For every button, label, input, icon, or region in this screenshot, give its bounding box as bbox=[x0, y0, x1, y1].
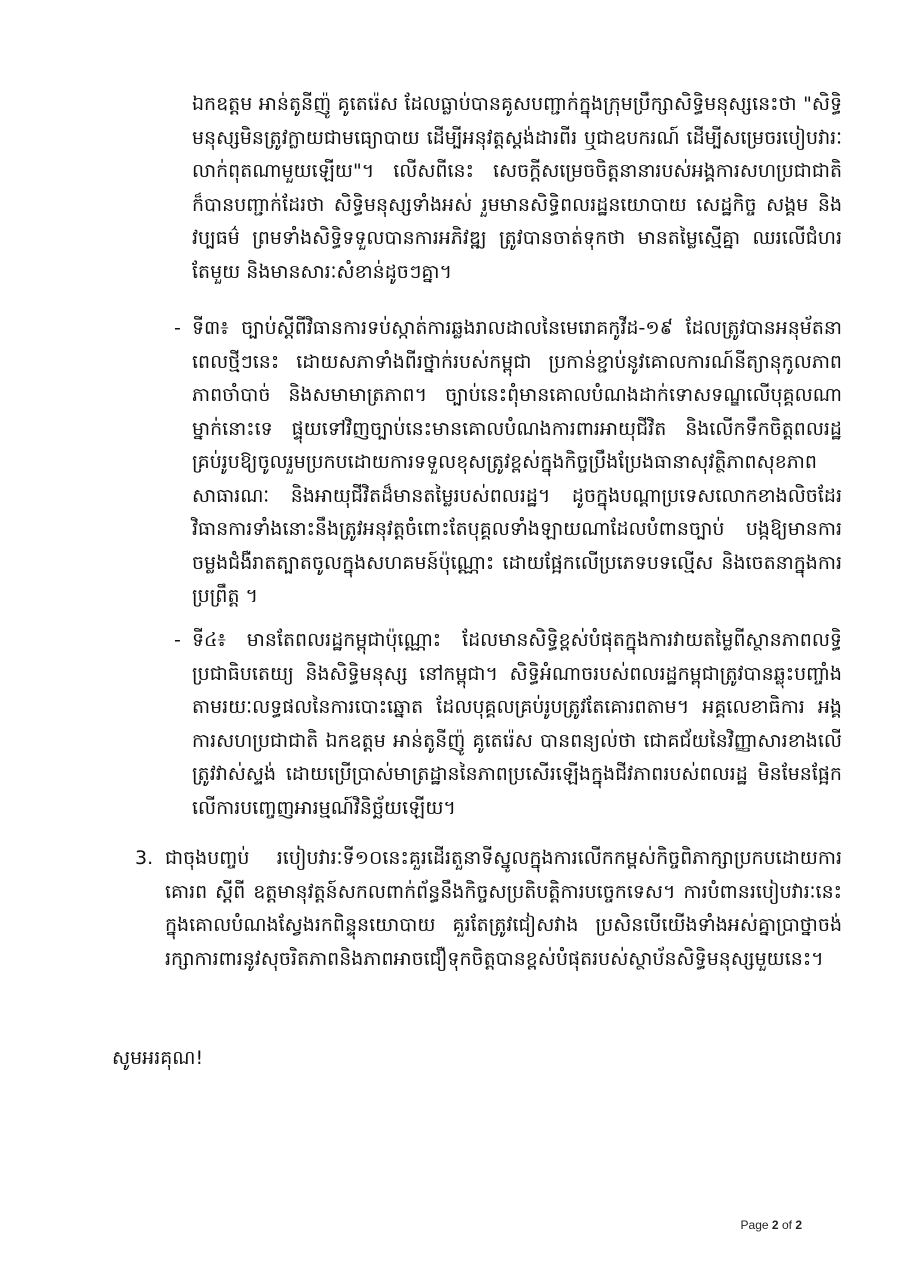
intro-paragraph: ឯកឧត្តម អាន់តូនីញ៉ូ គូតេរ៉េស ដែលធ្លាប់បានគូសបញ្ជាក់ក្នុងក្រុមប្រឹក្សាសិទ្ធិមនុស្សនេះថា "សិទ្ធិមនុស្សមិនត្រូវក្លាយជាមធ្យោបាយ ដើម្បីអនុវត្តស្តង់ដារពីរ ឬជាឧបករណ៍ ដើម្បីសម្រេចរបៀបវារៈលាក់ពុតណាមួយឡើយ"។ លើសពីនេះ សេចក្តីសម្រេចចិត្តនានារបស់អង្គការសហប្រជាជាតិក៏បានបញ្ជាក់ដែរថា សិទ្ធិមនុស្សទាំងអស់ រួមមានសិទ្ធិពលរដ្ឋនយោបាយ សេដ្ឋកិច្ច សង្គម និងវប្បធម៌ ព្រមទាំងសិទ្ធិទទួលបានការអភិវឌ្ឍ ត្រូវបានចាត់ទុកថា មានតម្លៃស្មើគ្នា ឈរលើជំហរតែមួយ និងមានសារៈសំខាន់ដូចៗគ្នា។ bbox=[192, 93, 842, 283]
bullet-item-3 bbox=[174, 312, 842, 614]
item-number: 3. bbox=[135, 847, 154, 869]
numbered-item-3 bbox=[135, 842, 842, 976]
of-label: of bbox=[781, 1218, 792, 1232]
bullet-item-4 bbox=[174, 624, 842, 825]
total-pages-number: 2 bbox=[795, 1218, 802, 1232]
bullet-dash: - bbox=[174, 317, 181, 339]
bullet-text: ទី៤៖ មានតែពលរដ្ឋកម្ពុជាប៉ុណ្ណោះ ដែលមានសិទ្ធិខ្ពស់បំផុតក្នុងការវាយតម្លៃពីស្ថានភាពលទ្ធិប្រជាធិបតេយ្យ និងសិទ្ធិមនុស្ស នៅកម្ពុជា។ សិទ្ធិអំណាចរបស់ពលរដ្ឋកម្ពុជាត្រូវបានឆ្លុះបញ្ចាំងតាមរយៈលទ្ធផលនៃការបោះឆ្នោត ដែលបុគ្គលគ្រប់រូបត្រូវតែគោរពតាម។ អគ្គលេខាធិការ អង្គការសហប្រជាជាតិ ឯកឧត្តម អាន់តូនីញ៉ូ គូតេរ៉េស បានពន្យល់ថា ជោគជ័យនៃវិញ្ញាសារខាងលើត្រូវវាស់ស្ទង់ ដោយប្រើប្រាស់មាត្រដ្ឋាននៃភាពប្រសើរឡើងក្នុងជីវភាពរបស់ពលរដ្ឋ មិនមែនផ្អែកលើការបញ្ចេញអារម្មណ៍វិនិច្ឆ័យឡើយ។ bbox=[192, 629, 842, 819]
current-page-number: 2 bbox=[771, 1218, 779, 1232]
page-footer bbox=[741, 1218, 802, 1232]
closing-thanks: សូមអរគុណ! bbox=[112, 1047, 204, 1069]
bullet-dash: - bbox=[174, 629, 181, 651]
page-label: Page bbox=[740, 1218, 769, 1232]
bullet-text: ទី៣៖ ច្បាប់ស្តីពីវិធានការទប់ស្កាត់ការឆ្លងរាលដាលនៃមេរោគកូវីដ-១៩ ដែលត្រូវបានអនុម័តនាពេលថ្មីៗនេះ ដោយសភាទាំងពីរថ្នាក់របស់កម្ពុជា ប្រកាន់ខ្ជាប់នូវគោលការណ៍នីត្យានុកូលភាព ភាពចាំបាច់ និងសមាមាត្រភាព។ ច្បាប់នេះពុំមានគោលបំណងដាក់ទោសទណ្ឌលើបុគ្គលណាម្នាក់នោះទេ ផ្ទុយទៅវិញច្បាប់នេះមានគោលបំណងការពារអាយុជីវិត និងលើកទឹកចិត្តពលរដ្ឋគ្រប់រូបឱ្យចូលរួមប្រកបដោយការទទួលខុសត្រូវខ្ពស់ក្នុងកិច្ចប្រឹងប្រែងធានាសុវត្ថិភាពសុខភាពសាធារណៈ និងអាយុជីវិតដ៏មានតម្លៃរបស់ពលរដ្ឋ។ ដូចក្នុងបណ្តាប្រទេសលោកខាងលិចដែរ វិធានការទាំងនោះនឹងត្រូវអនុវត្តចំពោះតែបុគ្គលទាំងឡាយណាដែលបំពានច្បាប់ បង្កឱ្យមានការចម្លងជំងឺរាតត្បាតចូលក្នុងសហគមន៍ប៉ុណ្ណោះ ដោយផ្អែកលើប្រភេទបទល្មើស និងចេតនាក្នុងការប្រព្រឹត្ត ។ bbox=[192, 317, 842, 607]
item-text: ជាចុងបញ្ចប់ របៀបវារៈទី១០នេះគួរដើរតួនាទីស្នូលក្នុងការលើកកម្ពស់កិច្ចពិភាក្សាប្រកបដោយការគោរព ស្តីពី ឧត្តមានុវត្តន៍សកលពាក់ព័ន្ធនឹងកិច្ចសប្រតិបត្តិការបច្ចេកទេស។ ការបំពានរបៀបវារៈនេះ ក្នុងគោលបំណងស្វែងរកពិន្ទុនយោបាយ គួរតែត្រូវជៀសវាង ប្រសិនបើយើងទាំងអស់គ្នាប្រាថ្នាចង់រក្សាការពារនូវសុចរិតភាពនិងភាពអាចជឿទុកចិត្តបានខ្ពស់បំផុតរបស់ស្ថាប័នសិទ្ធិមនុស្សមួយនេះ។ bbox=[165, 847, 842, 970]
